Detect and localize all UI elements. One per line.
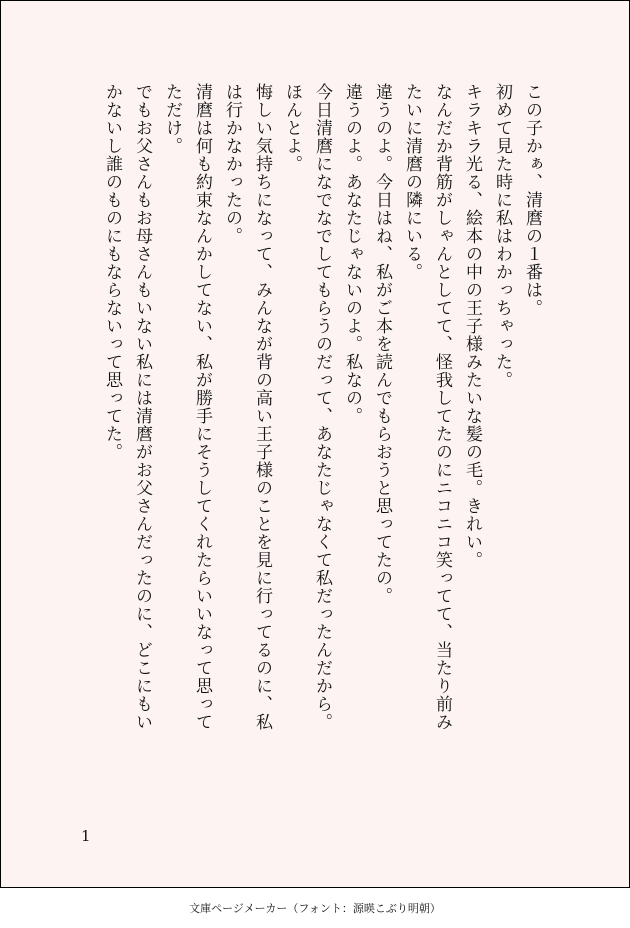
text-line: でもお父さんもお母さんもいない私には清麿がお父さんだったのに、どこにもい	[132, 83, 152, 731]
text-line: 違うのよ。あなたじゃないのよ。私なの。	[342, 83, 362, 425]
text-line: かないし誰のものにもならないって思ってた。	[102, 83, 122, 461]
text-line: 清麿は何も約束なんかしてない、私が勝手にそうしてくれたらいいなって思って	[192, 83, 212, 731]
text-line: なんだか背筋がしゃんとしてて、怪我してたのにニコニコ笑ってて、当たり前み	[432, 83, 452, 731]
text-line: ただけ。	[162, 83, 182, 155]
vertical-text-block	[97, 83, 547, 813]
text-line: 違うのよ。今日はね、私がご本を読んでもらおうと思ってたの。	[372, 83, 392, 605]
text-line: キラキラ光る、絵本の中の王子様みたいな髪の毛。きれい。	[462, 83, 482, 569]
text-line: たいに清麿の隣にいる。	[402, 83, 422, 281]
text-line: 悔しい気持ちになって、みんなが背の高い王子様のことを見に行ってるのに、私	[252, 83, 272, 731]
footer-caption: 文庫ページメーカー（フォント：源暎こぶり明朝）	[189, 902, 441, 915]
text-line: 今日清麿になでなでしてもらうのだって、あなたじゃなくて私だったんだから。	[312, 83, 332, 731]
text-line: この子かぁ、清麿の１番は。	[522, 83, 542, 317]
text-line: 初めて見た時に私はわかっちゃった。	[492, 83, 512, 389]
text-line: は行かなかったの。	[222, 83, 242, 245]
text-line: ほんとよ。	[282, 83, 302, 173]
page-number: 1	[81, 827, 91, 845]
